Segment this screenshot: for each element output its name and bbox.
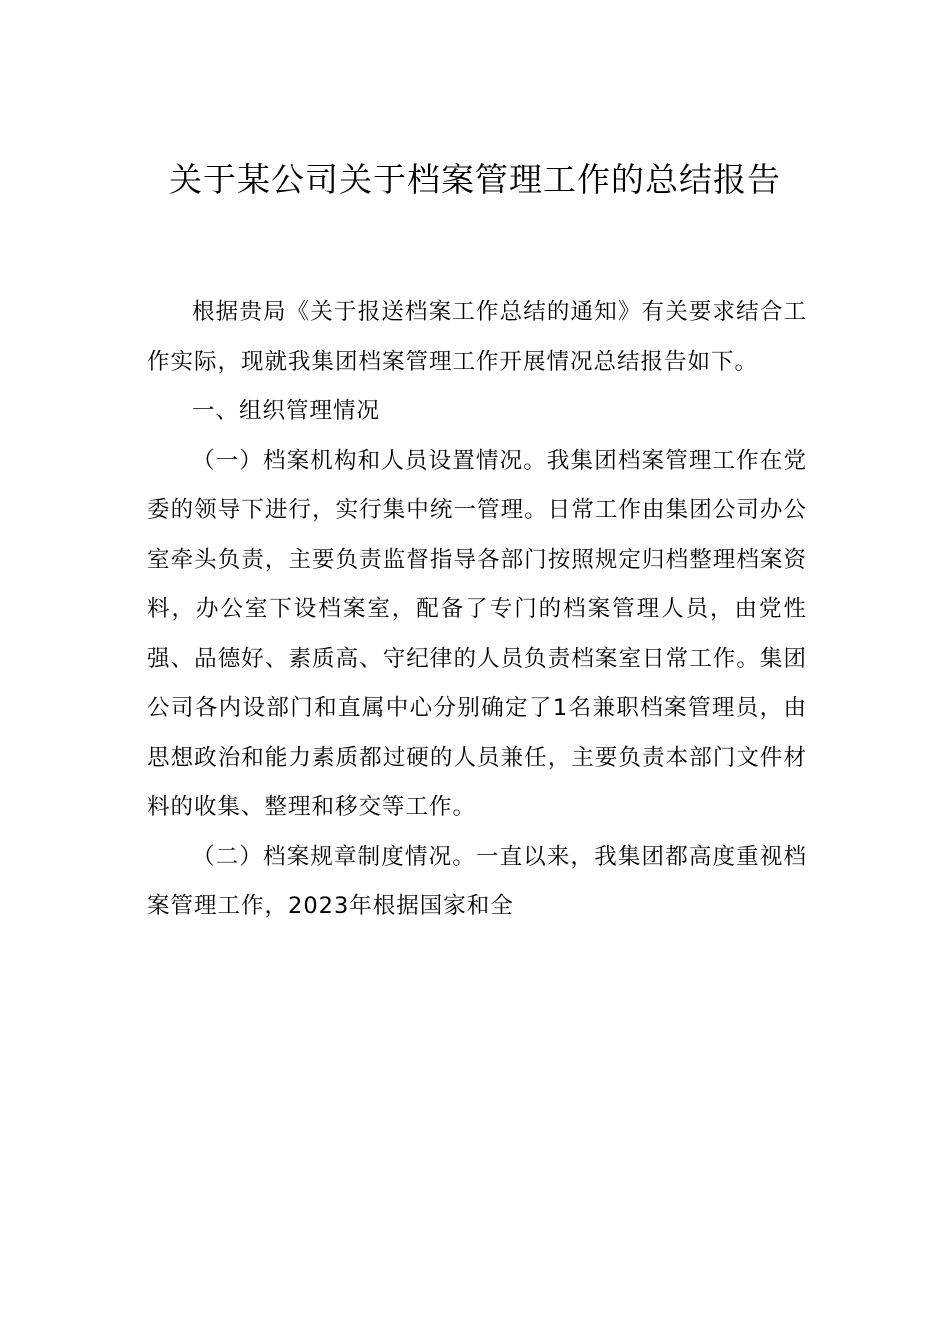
document-title: 关于某公司关于档案管理工作的总结报告	[169, 160, 781, 199]
paragraph-intro: 根据贵局《关于报送档案工作总结的通知》有关要求结合工作实际，现就我集团档案管理工作开展情况总结报告如下。	[147, 299, 807, 375]
paragraph-archive-rules: （二）档案规章制度情况。一直以来，我集团都高度重视档案管理工作，2023年根据国家和全	[147, 843, 807, 919]
section-heading-organization: 一、组织管理情况	[192, 398, 381, 424]
paragraph-archive-staffing: （一）档案机构和人员设置情况。我集团档案管理工作在党委的领导下进行，实行集中统一管理。日常工作由集团公司办公室牵头负责，主要负责监督指导各部门按照规定归档整理档案资料，办公室下设档案室，配备了专门的档案管理人员，由党性强、品德好、素质高、守纪律的人员负责档案室日常工作。集团公司各内设部门和直属中心分别确定了1名兼职档案管理员，由思想政治和能力素质都过硬的人员兼任，主要负责本部门文件材料的收集、整理和移交等工作。	[147, 447, 807, 820]
document-body	[147, 288, 807, 932]
